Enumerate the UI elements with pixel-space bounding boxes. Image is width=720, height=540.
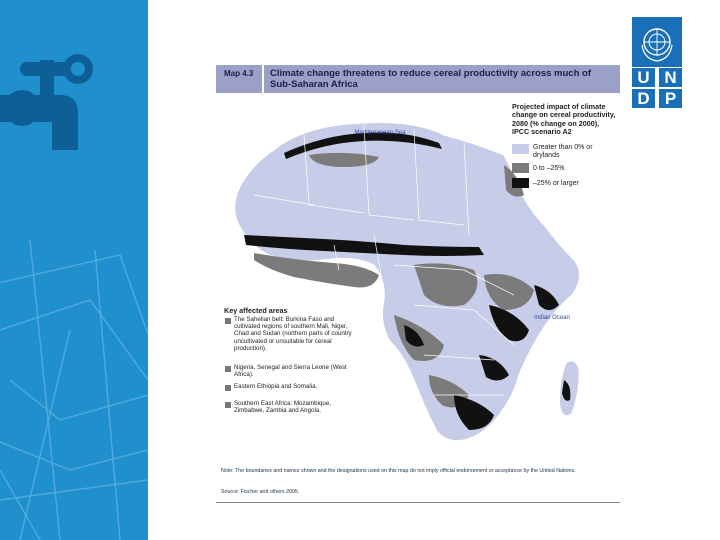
legend-swatch-severe: [512, 178, 529, 188]
left-decorative-band: [0, 0, 148, 540]
logo-letter-p: P: [659, 89, 682, 108]
key-marker: [225, 402, 231, 408]
logo-letter-u: U: [632, 68, 655, 87]
legend-item-severe: –25% or larger: [533, 180, 579, 187]
undp-logo: [632, 17, 682, 107]
legend-swatch-moderate: [512, 163, 529, 173]
key-item-horn: Eastern Ethiopia and Somalia.: [234, 383, 318, 390]
map-note: Note: The boundaries and names shown and the designations used on this map do not imply official endorsement or acceptance by the United Nations.: [221, 468, 576, 474]
bottom-rule: [216, 502, 620, 503]
map-source: Source: Fischer and others 2005.: [221, 489, 300, 495]
key-marker: [225, 318, 231, 324]
faucet-pattern-graphic: [0, 0, 148, 540]
legend-swatch-positive: [512, 144, 529, 154]
legend-item-moderate: 0 to –25%: [533, 165, 565, 172]
key-item-west-africa: Nigeria, Senegal and Sierra Leone (West Africa).: [234, 364, 347, 379]
map-header: [216, 65, 620, 93]
indian-ocean-label: Indian Ocean: [534, 315, 570, 321]
faucet-icon: [0, 54, 93, 150]
un-emblem-icon: [632, 17, 682, 67]
logo-letter-n: N: [659, 68, 682, 87]
mediterranean-sea-label: Mediterranean Sea: [354, 130, 406, 136]
legend-title: Projected impact of climate change on cereal productivity, 2080 (% change on 2000), IPCC scenario A2: [512, 102, 616, 136]
key-marker: [225, 385, 231, 391]
key-title: Key affected areas: [224, 306, 288, 315]
logo-letter-d: D: [632, 89, 655, 108]
map-number: Map 4.3: [216, 65, 262, 93]
map-title: Climate change threatens to reduce cereal productivity across much of Sub-Saharan Africa: [264, 65, 620, 93]
key-item-sahel: The Sahelian belt: Burkina Faso and cultivated regions of southern Mali, Niger, Chad and Sudan (northern parts of country uncultivated or unsuitable for cereal production).: [234, 316, 352, 352]
key-item-southern: Southern East Africa: Mozambique, Zimbabwe, Zambia and Angola.: [234, 400, 331, 415]
key-marker: [225, 366, 231, 372]
legend-item-positive: Greater than 0% or drylands: [533, 144, 593, 159]
